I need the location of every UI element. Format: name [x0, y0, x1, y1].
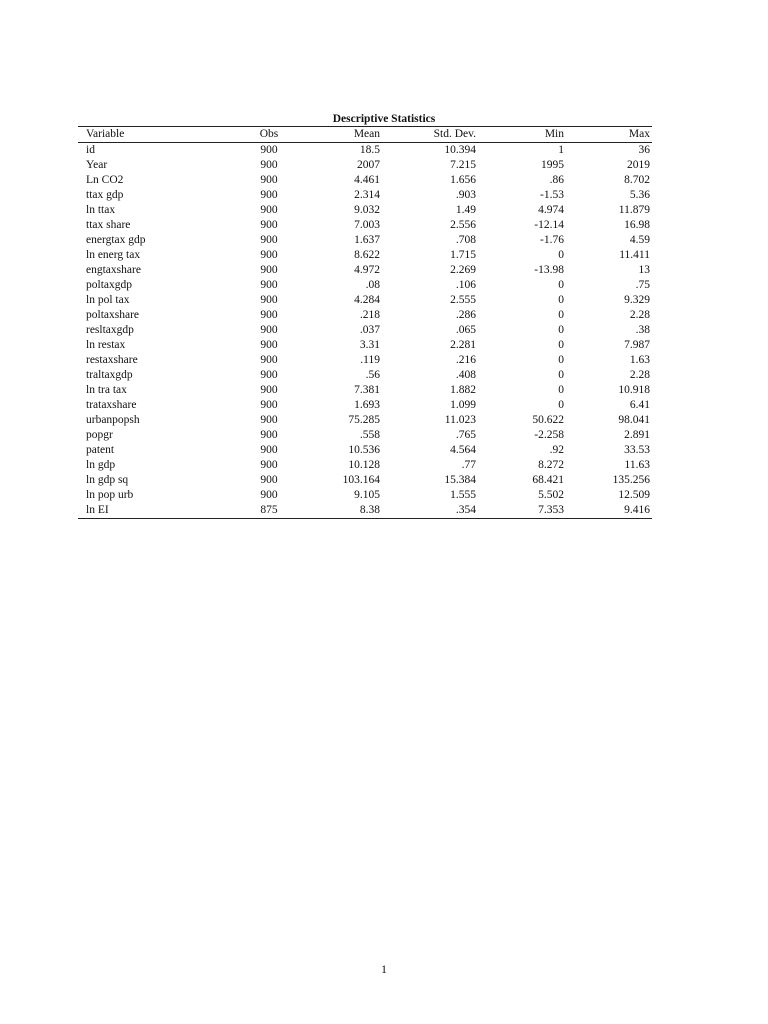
cell-obs: 875 [244, 503, 294, 519]
cell-mean: .037 [359, 324, 380, 336]
cell-max: 11.63 [624, 459, 650, 471]
cell-mean: 8.622 [354, 249, 380, 261]
header-variable: Variable [78, 127, 244, 143]
table-row [78, 248, 652, 263]
cell-min: .92 [549, 444, 564, 456]
cell-obs: 900 [260, 204, 278, 216]
table-row [78, 488, 652, 503]
cell-max: 2.28 [629, 369, 650, 381]
cell-variable: ttax gdp [86, 189, 124, 201]
table-header-row [78, 127, 652, 143]
cell-min: 0 [558, 294, 564, 306]
cell-variable: ln ttax [86, 204, 116, 216]
cell-max: 7.987 [624, 339, 650, 351]
cell-min: 0 [558, 279, 564, 291]
table-row [78, 443, 652, 458]
cell-max: 2.28 [629, 309, 650, 321]
cell-obs: 900 [260, 189, 278, 201]
cell-min: -1.76 [540, 234, 564, 246]
cell-mean: 1.637 [354, 234, 380, 246]
cell-std-dev: 1.555 [450, 489, 476, 501]
cell-mean: .218 [359, 309, 380, 321]
cell-obs: 900 [260, 219, 278, 231]
cell-variable: urbanpopsh [86, 414, 140, 426]
cell-obs: 900 [260, 279, 278, 291]
cell-min: 1 [558, 144, 564, 156]
cell-std-dev: 2.269 [450, 264, 476, 276]
cell-min: 0 [558, 309, 564, 321]
table-row [78, 338, 652, 353]
header-min: Min [478, 127, 566, 143]
cell-max: 98.041 [618, 414, 650, 426]
cell-std-dev: .77 [461, 459, 476, 471]
cell-obs: 900 [260, 474, 278, 486]
cell-obs: 900 [260, 444, 278, 456]
cell-obs: 900 [260, 429, 278, 441]
cell-std-dev: 2.281 [450, 339, 476, 351]
cell-mean: 1.693 [354, 399, 380, 411]
cell-std-dev: 1.656 [450, 174, 476, 186]
cell-obs: 900 [260, 339, 278, 351]
cell-mean: .08 [365, 279, 380, 291]
cell-min: 0 [558, 354, 564, 366]
cell-obs: 900 [260, 489, 278, 501]
table-row [78, 503, 652, 519]
cell-mean: 4.972 [354, 264, 380, 276]
cell-min: 0 [558, 339, 564, 351]
cell-obs: 900 [260, 309, 278, 321]
cell-std-dev: .708 [455, 234, 476, 246]
cell-mean: 9.105 [354, 489, 380, 501]
cell-variable: id [86, 144, 95, 156]
cell-max: 2.891 [624, 429, 650, 441]
cell-mean: 9.032 [354, 204, 380, 216]
table-row [78, 368, 652, 383]
cell-min: -13.98 [534, 264, 564, 276]
cell-std-dev: .106 [455, 279, 476, 291]
table-row [78, 188, 652, 203]
cell-variable: engtaxshare [86, 264, 141, 276]
cell-std-dev: 1.099 [450, 399, 476, 411]
cell-min: 50.622 [532, 414, 564, 426]
cell-obs: 900 [260, 249, 278, 261]
cell-std-dev: .216 [455, 354, 476, 366]
cell-obs: 900 [260, 144, 278, 156]
cell-obs: 900 [260, 414, 278, 426]
cell-max: 13 [638, 264, 650, 276]
cell-mean: 7.003 [354, 219, 380, 231]
cell-mean: .558 [359, 429, 380, 441]
cell-variable: ln pol tax [86, 294, 130, 306]
descriptive-statistics-table [78, 126, 652, 519]
cell-min: 0 [558, 399, 564, 411]
cell-max: 36 [638, 144, 650, 156]
cell-mean: 2.314 [354, 189, 380, 201]
cell-mean: 10.128 [348, 459, 380, 471]
header-obs: Obs [244, 127, 294, 143]
cell-mean: 3.31 [359, 339, 380, 351]
cell-variable: traltaxgdp [86, 369, 133, 381]
table-row [78, 158, 652, 173]
cell-mean: 7.381 [354, 384, 380, 396]
table-row [78, 383, 652, 398]
cell-max: 8.702 [624, 174, 650, 186]
table-row [78, 203, 652, 218]
cell-mean: 103.164 [342, 474, 380, 486]
cell-variable: energtax gdp [86, 234, 146, 246]
cell-obs: 900 [260, 264, 278, 276]
table-row [78, 428, 652, 443]
cell-min: 0 [558, 384, 564, 396]
table-row [78, 458, 652, 473]
cell-variable: popgr [86, 429, 113, 441]
cell-variable: ln tra tax [86, 384, 127, 396]
cell-min: 1995 [541, 159, 564, 171]
cell-max: 11.411 [619, 249, 650, 261]
cell-std-dev: 2.555 [450, 294, 476, 306]
cell-std-dev: 7.215 [450, 159, 476, 171]
cell-min: .86 [549, 174, 564, 186]
cell-std-dev: 1.715 [450, 249, 476, 261]
cell-mean: 4.284 [354, 294, 380, 306]
cell-max: 6.41 [629, 399, 650, 411]
cell-min: 8.272 [538, 459, 564, 471]
cell-std-dev: .408 [455, 369, 476, 381]
cell-max: .75 [635, 279, 650, 291]
cell-std-dev: 11.023 [444, 414, 476, 426]
cell-variable: poltaxshare [86, 309, 140, 321]
header-mean: Mean [294, 127, 382, 143]
cell-std-dev: .354 [382, 503, 478, 519]
table-row [78, 233, 652, 248]
table-row [78, 293, 652, 308]
cell-min: -2.258 [534, 429, 564, 441]
cell-mean: 75.285 [348, 414, 380, 426]
cell-mean: 4.461 [354, 174, 380, 186]
cell-variable: Year [86, 159, 108, 171]
cell-min: 7.353 [478, 503, 566, 519]
cell-min: 4.974 [538, 204, 564, 216]
cell-max: 5.36 [629, 189, 650, 201]
cell-max: 10.918 [618, 384, 650, 396]
table-row [78, 473, 652, 488]
cell-std-dev: 1.49 [455, 204, 476, 216]
cell-min: 0 [558, 324, 564, 336]
cell-std-dev: 1.882 [450, 384, 476, 396]
cell-max: 16.98 [624, 219, 650, 231]
cell-min: -1.53 [540, 189, 564, 201]
page-number: 1 [381, 962, 387, 976]
header-std-dev: Std. Dev. [382, 127, 478, 143]
table-row [78, 143, 652, 159]
cell-variable: ln restax [86, 339, 126, 351]
cell-variable: ln gdp [86, 459, 116, 471]
cell-mean: 18.5 [359, 144, 380, 156]
cell-obs: 900 [260, 234, 278, 246]
cell-variable: patent [86, 444, 115, 456]
cell-variable: ln pop urb [86, 489, 134, 501]
cell-obs: 900 [260, 369, 278, 381]
cell-variable: resltaxgdp [86, 324, 134, 336]
cell-max: 9.329 [624, 294, 650, 306]
cell-std-dev: 2.556 [450, 219, 476, 231]
cell-std-dev: 4.564 [450, 444, 476, 456]
table-row [78, 353, 652, 368]
cell-obs: 900 [260, 174, 278, 186]
cell-max: 1.63 [629, 354, 650, 366]
cell-obs: 900 [260, 159, 278, 171]
cell-obs: 900 [260, 384, 278, 396]
table-row [78, 323, 652, 338]
cell-std-dev: .065 [455, 324, 476, 336]
cell-obs: 900 [260, 324, 278, 336]
cell-variable: ln gdp sq [86, 474, 129, 486]
cell-min: 68.421 [532, 474, 564, 486]
cell-max: 2019 [627, 159, 650, 171]
cell-max: 135.256 [612, 474, 650, 486]
cell-mean: 10.536 [348, 444, 380, 456]
table-row [78, 398, 652, 413]
cell-mean: 8.38 [294, 503, 382, 519]
cell-mean: 2007 [357, 159, 380, 171]
table-body [78, 143, 652, 519]
cell-variable: Ln CO2 [86, 174, 124, 186]
cell-min: -12.14 [534, 219, 564, 231]
cell-variable: ln energ tax [86, 249, 141, 261]
cell-mean: .119 [360, 354, 380, 366]
cell-variable: ttax share [86, 219, 131, 231]
cell-obs: 900 [260, 354, 278, 366]
cell-variable: trataxshare [86, 399, 137, 411]
table-row [78, 308, 652, 323]
cell-std-dev: .903 [455, 189, 476, 201]
cell-max: 4.59 [629, 234, 650, 246]
table-row [78, 173, 652, 188]
table-row [78, 263, 652, 278]
table-title: Descriptive Statistics [332, 113, 436, 125]
table-row [78, 218, 652, 233]
cell-max: .38 [635, 324, 650, 336]
descriptive-statistics-table-block [78, 112, 650, 519]
cell-min: 0 [558, 369, 564, 381]
cell-variable: ln EI [78, 503, 244, 519]
cell-variable: restaxshare [86, 354, 138, 366]
table-row [78, 278, 652, 293]
cell-variable: poltaxgdp [86, 279, 132, 291]
cell-max: 12.509 [618, 489, 650, 501]
cell-obs: 900 [260, 399, 278, 411]
cell-min: 5.502 [538, 489, 564, 501]
header-max: Max [566, 127, 652, 143]
cell-std-dev: 15.384 [444, 474, 476, 486]
cell-max: 33.53 [624, 444, 650, 456]
cell-mean: .56 [365, 369, 380, 381]
cell-std-dev: .765 [455, 429, 476, 441]
cell-std-dev: 10.394 [444, 144, 476, 156]
table-row [78, 413, 652, 428]
cell-std-dev: .286 [455, 309, 476, 321]
cell-obs: 900 [260, 294, 278, 306]
cell-max: 9.416 [566, 503, 652, 519]
cell-obs: 900 [260, 459, 278, 471]
cell-min: 0 [558, 249, 564, 261]
cell-max: 11.879 [618, 204, 650, 216]
